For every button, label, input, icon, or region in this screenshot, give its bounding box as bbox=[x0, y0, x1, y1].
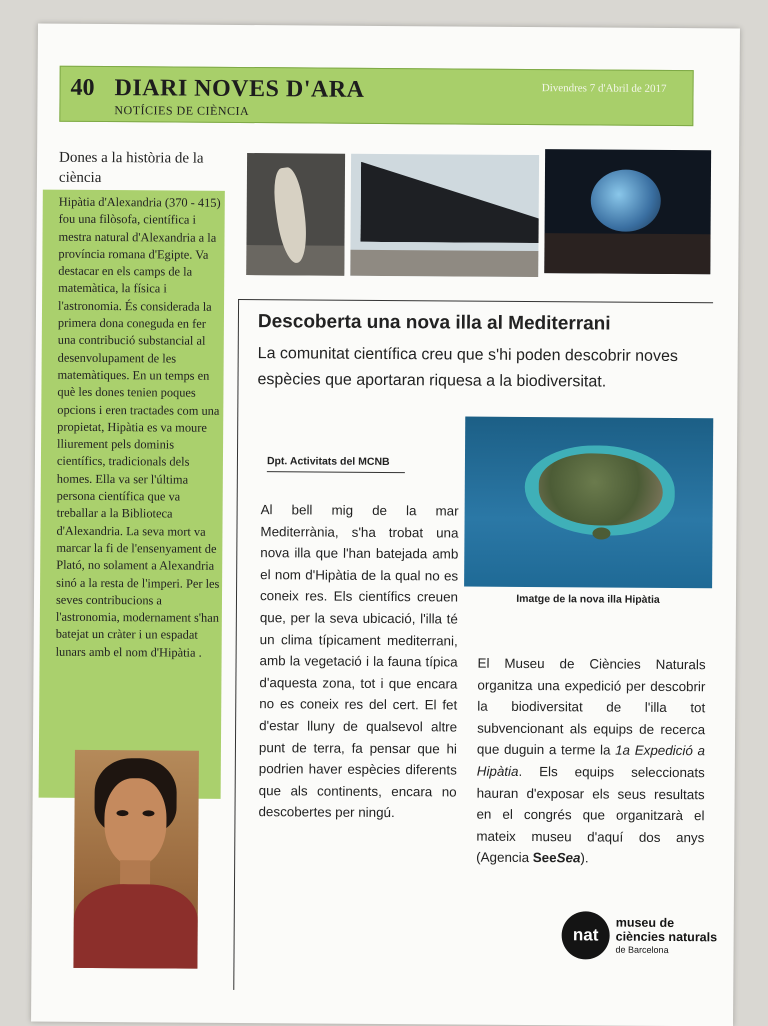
sidebar-body: Hipàtia d'Alexandria (370 - 415) fou una filòsofa, científica i mestra natural d'Alexandria a la província romana d'Egipte. Va destacar en els camps de la matemàtica, la física i l'astronomia. És considerada la primera dona coneguda en fer una contribució substancial al desenvolupament de les matemàtiques. En un temps en què les dones tenien poques opcions i eren tractades com una propietat, Hipàtia es va moure lliurement pels dominis científics, tradicionals dels homes. Ella va ser l'última persona científica que va treballar a la Biblioteca d'Alexandria. La seva mort va marcar la fi de l'ensenyament de Plató, no solament a Alexandria sinó a la resta de l'imperi. Per les seves contribucions a l'astronomia, modernament s'han batejat un cràter i un espadat lunars amb el nom d'Hipàtia . bbox=[55, 194, 221, 660]
expedition-name: 1a Expedició a Hipàtia bbox=[476, 742, 705, 779]
whale-skeleton-photo bbox=[246, 153, 345, 276]
museum-building-photo bbox=[350, 154, 539, 277]
nat-logo-mark: nat bbox=[561, 911, 609, 959]
article-column-2: El Museu de Ciències Naturals organitza una expedició per descobrir la biodiversitat de l'illa tot subvencionant als equips de recerca que duguin a terme la 1a Expedició a Hipàtia. Els equips seleccionats hauran d'exposar els seus resultats en el congrés que organitzarà el mateix museu d'aquí dos anys (Agencia SeeSea). bbox=[476, 655, 706, 866]
globe-exhibit-photo bbox=[544, 149, 711, 274]
newspaper-title: DIARI NOVES D'ARA bbox=[114, 75, 365, 103]
newspaper-sheet bbox=[31, 24, 740, 1026]
issue-date: Divendres 7 d'Abril de 2017 bbox=[541, 82, 667, 95]
masthead bbox=[59, 66, 693, 126]
section-subtitle: NOTÍCIES DE CIÈNCIA bbox=[114, 103, 250, 119]
article-column-1: Al bell mig de la mar Mediterrània, s'ha trobat una nova illa que l'han batejada amb el nom d'Hipàtia de la qual no es coneix res. Els científics creuen que, per la seva ubicació, l'illa té un clima típicament mediterrani, amb la vegetació i la fauna típica d'aquesta zona, tot i que encara no es coneix res del cert. El fet d'estar lluny de qualsevol altre punt de terra, fa pensar que hi podrien haver espècies diferents que als continents, encara no descobertes per ningú. bbox=[258, 502, 459, 821]
article-title: Descoberta una nova illa al Mediterrani bbox=[257, 311, 611, 335]
article-byline: Dpt. Activitats del MCNB bbox=[267, 455, 405, 473]
article-lede: La comunitat científica creu que s'hi poden descobrir noves espècies que aportaran riquesa a la biodiversitat. bbox=[257, 345, 678, 391]
island-photo bbox=[464, 417, 713, 589]
hypatia-portrait-image bbox=[73, 750, 199, 969]
issue-number: 40 bbox=[70, 74, 95, 101]
island-caption: Imatge de la nova illa Hipàtia bbox=[516, 592, 660, 606]
museum-logo: nat museu de ciències naturals de Barcelona bbox=[561, 911, 741, 964]
sidebar-heading: Dones a la història de la ciència bbox=[58, 149, 204, 186]
